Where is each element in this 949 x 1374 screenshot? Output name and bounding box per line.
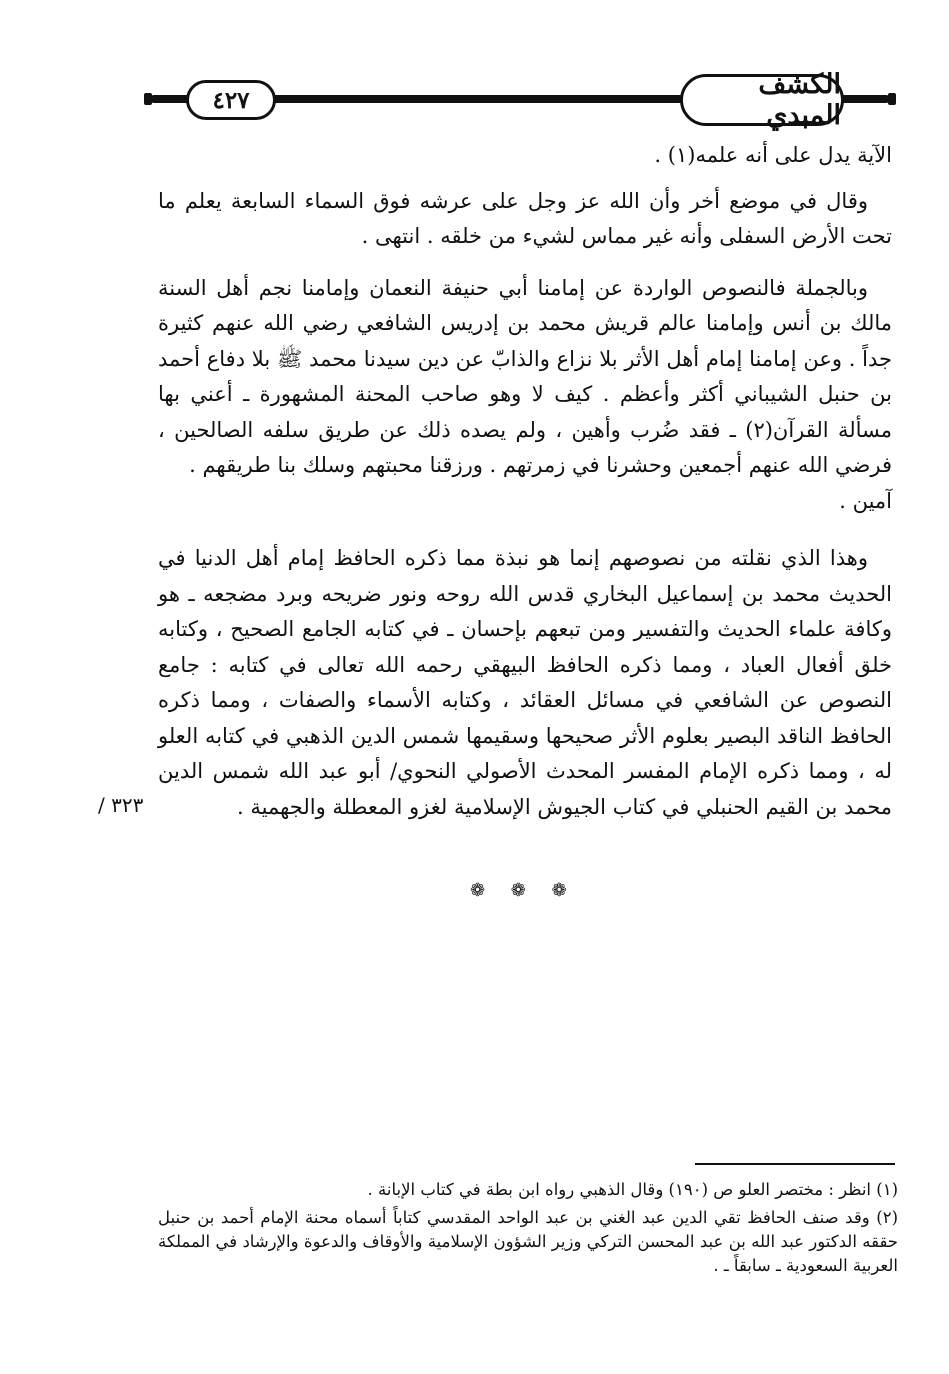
main-text xyxy=(158,138,892,825)
page-number: ٤٢٧ xyxy=(186,80,276,120)
page-header xyxy=(0,0,949,130)
paragraph-3: وبالجملة فالنصوص الواردة عن إمامنا أبي حنيفة النعمان وإمامنا نجم أهل السنة مالك بن أنس وإمامنا عالم قريش محمد بن إدريس الشافعي رضي الله عنهم كثيرة جداً . وعن إمامنا إمام أهل الأثر بلا نزاع والذابّ عن دين سيدنا محمد ﷺ بلا دفاع أحمد بن حنبل الشيباني أكثر وأعظم . كيف لا وهو صاحب المحنة المشهورة ـ أعني بها مسألة القرآن(٢) ـ فقد ضُرب وأهين ، ولم يصده ذلك عن طريق سلفه الصالحين ، فرضي الله عنهم أجمعين وحشرنا في زمرتهم . ورزقنا محبتهم وسلك بنا طريقهم . xyxy=(158,275,892,477)
margin-page-ref: ٣٢٣ / xyxy=(98,793,144,817)
footnote-1: (١) انظر : مختصر العلو ص (١٩٠) وقال الذهبي رواه ابن بطة في كتاب الإبانة . xyxy=(367,1180,898,1199)
footnote-rule xyxy=(695,1163,895,1165)
header-rule-cap-left xyxy=(144,93,152,105)
footnotes xyxy=(158,1178,898,1282)
paragraph-amen: آمين . xyxy=(839,488,892,513)
paragraph-2: وقال في موضع أخر وأن الله عز وجل على عرشه فوق السماء السابعة يعلم ما تحت الأرض السفلى وأنه غير مماس لشيء من خلقه . انتهى . xyxy=(158,188,892,248)
book-title: الكشف المبدي xyxy=(680,74,844,126)
paragraph-4: وهذا الذي نقلته من نصوصهم إنما هو نبذة مما ذكره الحافظ إمام أهل الدنيا في الحديث محمد بن إسماعيل البخاري قدس الله روحه ونور ضريحه وبرد مضجعه ـ هو وكافة علماء الحديث والتفسير ومن تبعهم بإحسان ـ في كتابه الجامع الصحيح ، وكتابه خلق أفعال العباد ، ومما ذكره الحافظ البيهقي رحمه الله تعالى في كتابه : جامع النصوص عن الشافعي في مسائل العقائد ، وكتابه الأسماء والصفات ، ومما ذكره الحافظ الناقد البصير بعلوم الأثر صحيحها وسقيمها شمس الدين الذهبي في كتابه العلو له ، ومما ذكره الإمام المفسر المحدث الأصولي النحوي/ أبو عبد الله شمس الدين محمد بن القيم الحنبلي في كتاب الجيوش الإسلامية لغزو المعطلة والجهمية . xyxy=(158,546,892,819)
paragraph-1: الآية يدل على أنه علمه(١) . xyxy=(654,143,892,167)
section-separator: ❁ ❁ ❁ xyxy=(470,880,577,901)
header-rule-cap-right xyxy=(888,93,896,105)
footnote-2: (٢) وقد صنف الحافظ تقي الدين عبد الغني بن عبد الواحد المقدسي كتاباً أسماه محنة الإمام أحمد بن حنبل حققه الدكتور عبد الله بن عبد المحسن التركي وزير الشؤون الإسلامية والأوقاف والدعوة والإرشاد في المملكة العربية السعودية ـ سابقاً ـ . xyxy=(158,1208,898,1275)
